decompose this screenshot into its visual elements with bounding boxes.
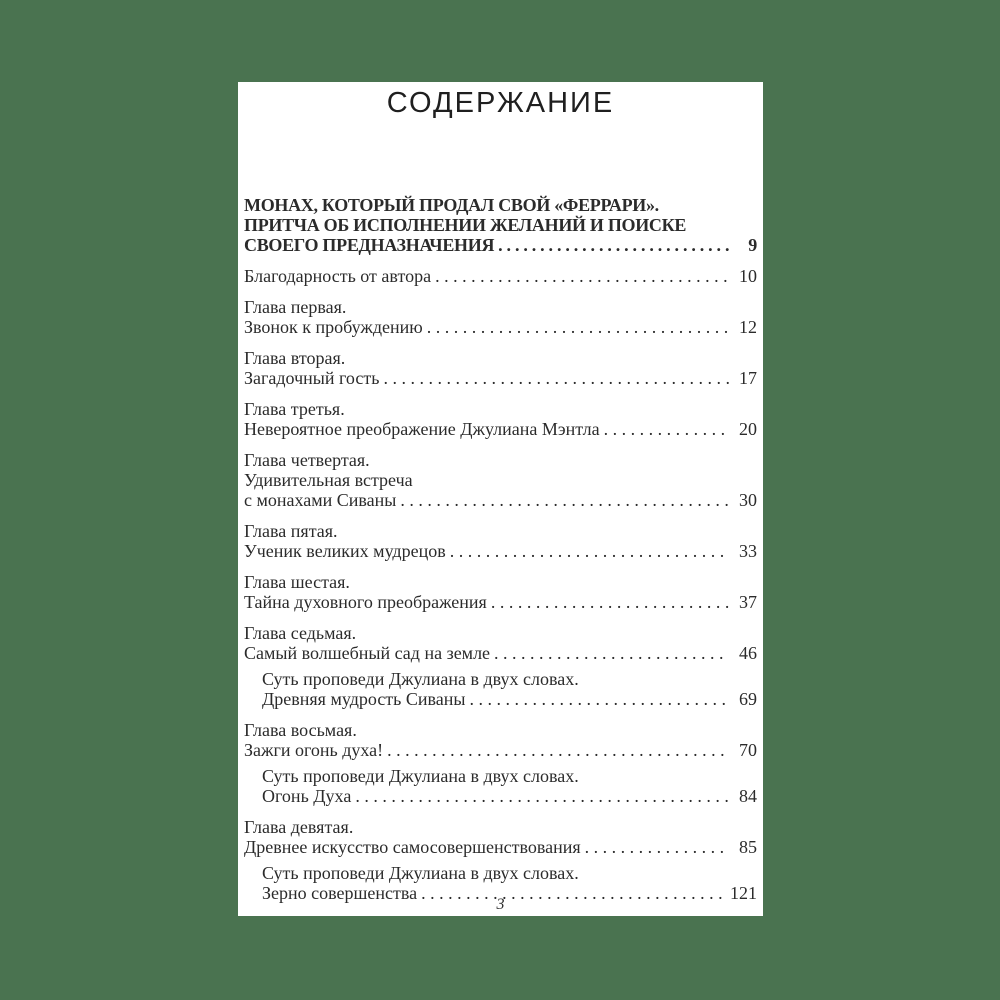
toc-entry-row	[244, 419, 757, 439]
toc-entry-row	[244, 368, 757, 388]
toc-entry-row	[244, 740, 757, 760]
toc-entry	[244, 348, 757, 388]
toc-list	[244, 195, 757, 903]
toc-entry	[244, 817, 757, 857]
toc-entry-label: Древняя мудрость Сиваны	[262, 689, 466, 709]
toc-entry-line: Глава первая.	[244, 297, 347, 317]
toc-entry	[244, 399, 757, 439]
toc-entry-page-number: 85	[739, 837, 757, 857]
leader-dots	[470, 689, 729, 709]
leader-dots	[387, 740, 729, 760]
toc-entry-line: Глава седьмая.	[244, 623, 357, 643]
toc-entry-page-number: 9	[748, 235, 757, 255]
toc-entry-label: Тайна духовного преображения	[244, 592, 487, 612]
toc-entry	[244, 521, 757, 561]
toc-entry-page-number: 70	[739, 740, 757, 760]
toc-entry-row	[244, 592, 757, 612]
toc-entry-page-number: 37	[739, 592, 757, 612]
toc-entry-page-number: 12	[739, 317, 757, 337]
toc-entry-line: Суть проповеди Джулиана в двух словах.	[262, 863, 579, 883]
toc-entry-label: Благодарность от автора	[244, 266, 432, 286]
leader-dots	[427, 317, 729, 337]
toc-entry-label: Самый волшебный сад на земле	[244, 643, 491, 663]
toc-entry-page-number: 20	[739, 419, 757, 439]
leader-dots	[435, 266, 729, 286]
page-number: 3	[496, 896, 505, 913]
toc-entry	[244, 669, 757, 709]
toc-entry-line: ПРИТЧА ОБ ИСПОЛНЕНИИ ЖЕЛАНИЙ И ПОИСКЕ	[244, 215, 687, 235]
toc-entry-line: МОНАХ, КОТОРЫЙ ПРОДАЛ СВОЙ «ФЕРРАРИ».	[244, 195, 659, 215]
toc-entry	[244, 766, 757, 806]
toc-entry-label: с монахами Сиваны	[244, 490, 397, 510]
toc-entry-row	[244, 541, 757, 561]
toc-entry-line: Суть проповеди Джулиана в двух словах.	[262, 766, 579, 786]
toc-entry-page-number: 10	[739, 266, 757, 286]
toc-entry-page-number: 69	[739, 689, 757, 709]
toc-entry-line: Глава вторая.	[244, 348, 346, 368]
leader-dots	[383, 368, 729, 388]
leader-dots	[355, 786, 729, 806]
toc-entry-label: Ученик великих мудрецов	[244, 541, 446, 561]
toc-entry-line: Глава четвертая.	[244, 450, 370, 470]
toc-entry-page-number: 30	[739, 490, 757, 510]
leader-dots	[498, 235, 729, 255]
toc-entry-label: СВОЕГО ПРЕДНАЗНАЧЕНИЯ	[244, 235, 495, 255]
toc-entry-label: Загадочный гость	[244, 368, 380, 388]
toc-entry-page-number: 121	[730, 883, 757, 903]
toc-entry-page-number: 84	[739, 786, 757, 806]
leader-dots	[604, 419, 729, 439]
toc-entry-row	[244, 317, 757, 337]
toc-entry-line: Удивительная встреча	[244, 470, 413, 490]
toc-entry-page-number: 17	[739, 368, 757, 388]
leader-dots	[585, 837, 729, 857]
toc-entry-line: Глава пятая.	[244, 521, 338, 541]
toc-page	[238, 82, 763, 916]
toc-entry-page-number: 46	[739, 643, 757, 663]
toc-entry-label: Древнее искусство самосовершенствования	[244, 837, 581, 857]
toc-entry	[244, 297, 757, 337]
leader-dots	[491, 592, 729, 612]
toc-entry-page-number: 33	[739, 541, 757, 561]
toc-entry-line: Глава третья.	[244, 399, 345, 419]
toc-entry-line: Глава шестая.	[244, 572, 350, 592]
toc-entry-line: Глава восьмая.	[244, 720, 357, 740]
toc-entry	[244, 195, 757, 255]
toc-entry-label: Зерно совершенства	[262, 883, 418, 903]
toc-entry-line: Глава девятая.	[244, 817, 354, 837]
toc-entry-row	[244, 643, 757, 663]
toc-entry-label: Огонь Духа	[262, 786, 352, 806]
toc-entry	[244, 720, 757, 760]
toc-entry	[244, 450, 757, 510]
toc-entry-row	[262, 786, 757, 806]
toc-entry-label: Зажги огонь духа!	[244, 740, 384, 760]
toc-entry	[244, 572, 757, 612]
toc-entry-row	[244, 490, 757, 510]
toc-entry-line: Суть проповеди Джулиана в двух словах.	[262, 669, 579, 689]
leader-dots	[494, 643, 729, 663]
toc-entry	[244, 266, 757, 286]
page-title: СОДЕРЖАНИЕ	[386, 87, 615, 119]
toc-entry-row	[244, 235, 757, 255]
toc-entry	[244, 623, 757, 663]
leader-dots	[450, 541, 729, 561]
toc-entry-row	[262, 689, 757, 709]
toc-entry-label: Звонок к пробуждению	[244, 317, 423, 337]
toc-entry-row	[244, 837, 757, 857]
toc-entry-row	[244, 266, 757, 286]
leader-dots	[400, 490, 729, 510]
toc-entry-label: Невероятное преображение Джулиана Мэнтла	[244, 419, 600, 439]
